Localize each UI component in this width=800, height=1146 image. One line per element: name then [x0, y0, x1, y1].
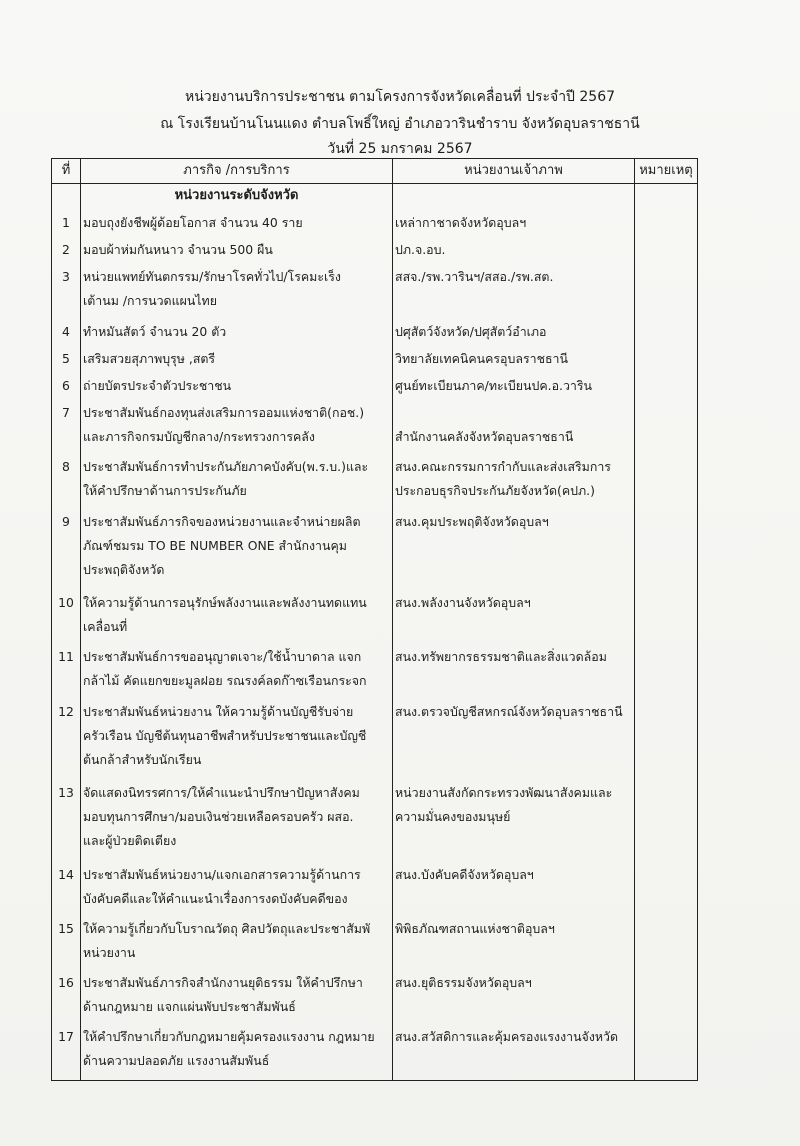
row-host — [393, 510, 635, 591]
table-header-row — [52, 159, 698, 184]
row-task — [81, 455, 393, 509]
row-host — [393, 971, 635, 1025]
host-line: ปศุสัตว์จังหวัด/ปศุสัตว์อำเภอ — [395, 323, 547, 339]
row-number: 14 — [52, 863, 81, 917]
task-line: เคลื่อนที่ — [83, 619, 128, 635]
host-line: สนง.พลังงานจังหวัดอุบลฯ — [395, 595, 531, 611]
host-line — [395, 669, 632, 693]
task-line: มอบถุงยังชีพผู้ด้อยโอกาส จำนวน 40 ราย — [83, 215, 303, 231]
task-line: ประชาสัมพันธ์การขออนุญาตเจาะ/ใช้น้ำบาดาล แจก — [83, 649, 362, 665]
service-table — [51, 158, 698, 1081]
host-line: วิทยาลัยเทคนิคนครอุบลราชธานี — [395, 350, 568, 366]
host-line — [395, 615, 632, 639]
row-host — [393, 863, 635, 917]
row-number: 2 — [52, 238, 81, 265]
row-task — [81, 917, 393, 971]
task-line: บังคับคดีและให้คำแนะนำเรื่องการงดบังคับคดีของ — [83, 890, 348, 906]
row-host — [393, 238, 635, 265]
row-task — [81, 211, 393, 238]
host-line: สนง.บังคับคดีจังหวัดอุบลฯ — [395, 866, 534, 882]
row-task — [81, 863, 393, 917]
section-title: หน่วยงานระดับจังหวัด — [81, 184, 393, 212]
host-line: สนง.ตรวจบัญชีสหกรณ์จังหวัดอุบลราชธานี — [395, 703, 623, 719]
row-note — [635, 320, 698, 347]
task-line: ถ่ายบัตรประจำตัวประชาชน — [83, 378, 232, 394]
row-host — [393, 401, 635, 455]
task-line: ให้ความรู้เกี่ยวกับโบราณวัตถุ ศิลปวัตถุและประชาสัมพั — [83, 920, 371, 936]
row-host — [393, 455, 635, 509]
row-note — [635, 238, 698, 265]
host-line: สำนักงานคลังจังหวัดอุบลราชธานี — [395, 429, 574, 445]
task-line: ประชาสัมพันธ์การทำประกันภัยภาคบังคับ(พ.ร.บ.)และ — [83, 459, 369, 475]
row-task — [81, 1025, 393, 1079]
task-line: จัดแสดงนิทรรศการ/ให้คำแนะนำปรึกษาปัญหาสังคม — [83, 785, 360, 801]
table-row — [52, 1025, 698, 1079]
host-line — [395, 558, 632, 582]
row-host — [393, 320, 635, 347]
row-note — [635, 455, 698, 509]
table-row — [52, 347, 698, 374]
row-number: 4 — [52, 320, 81, 347]
row-note — [635, 971, 698, 1025]
host-line: สนง.สวัสดิการและคุ้มครองแรงงานจังหวัด — [395, 1029, 619, 1045]
task-line: และภารกิจกรมบัญชีกลาง/กระทรวงการคลัง — [83, 429, 315, 445]
row-task — [81, 591, 393, 645]
header-task: ภารกิจ /การบริการ — [81, 159, 393, 184]
task-line: และผู้ป่วยติดเตียง — [83, 833, 177, 849]
host-line — [395, 289, 632, 313]
row-note — [635, 265, 698, 319]
host-line — [395, 829, 632, 853]
host-line: หน่วยงานสังกัดกระทรวงพัฒนาสังคมและ — [395, 785, 613, 801]
host-line — [395, 941, 632, 965]
host-line: เหล่ากาชาดจังหวัดอุบลฯ — [395, 215, 527, 231]
task-line: ประพฤติจังหวัด — [83, 561, 165, 577]
host-line — [395, 887, 632, 911]
row-number: 13 — [52, 781, 81, 862]
row-host — [393, 917, 635, 971]
row-number: 10 — [52, 591, 81, 645]
row-host — [393, 211, 635, 238]
table-row — [52, 374, 698, 401]
table-filler-row — [52, 1080, 698, 1081]
row-number: 15 — [52, 917, 81, 971]
task-line: ภัณฑ์ชมรม TO BE NUMBER ONE สำนักงานคุม — [83, 537, 347, 553]
table-row — [52, 455, 698, 509]
row-task — [81, 320, 393, 347]
task-line: มอบผ้าห่มกันหนาว จำนวน 500 ผืน — [83, 242, 273, 258]
table-row — [52, 211, 698, 238]
row-host — [393, 265, 635, 319]
row-number: 12 — [52, 700, 81, 781]
task-line: กล้าไม้ คัดแยกขยะมูลฝอย รณรงค์ลดก๊าซเรือนกระจก — [83, 673, 367, 689]
section-row — [52, 184, 698, 212]
row-note — [635, 863, 698, 917]
row-task — [81, 374, 393, 401]
row-host — [393, 347, 635, 374]
row-note — [635, 645, 698, 699]
row-number: 11 — [52, 645, 81, 699]
host-line: สสจ./รพ.วารินฯ/สสอ./รพ.สต. — [395, 269, 554, 285]
row-host — [393, 700, 635, 781]
row-number: 7 — [52, 401, 81, 455]
table-row — [52, 700, 698, 781]
row-task — [81, 645, 393, 699]
table-row — [52, 863, 698, 917]
row-note — [635, 510, 698, 591]
row-task — [81, 781, 393, 862]
task-line: ให้คำปรึกษาเกี่ยวกับกฎหมายคุ้มครองแรงงาน กฎหมาย — [83, 1029, 375, 1045]
host-line: พิพิธภัณฑสถานแห่งชาติอุบลฯ — [395, 920, 555, 936]
host-line: สนง.ยุติธรรมจังหวัดอุบลฯ — [395, 975, 532, 991]
header-host: หน่วยงานเจ้าภาพ — [393, 159, 635, 184]
row-task — [81, 510, 393, 591]
table-row — [52, 917, 698, 971]
row-note — [635, 401, 698, 455]
row-note — [635, 781, 698, 862]
row-number: 5 — [52, 347, 81, 374]
task-line: ครัวเรือน บัญชีต้นทุนอาชีพสำหรับประชาชนและบัญชี — [83, 727, 367, 743]
row-number: 16 — [52, 971, 81, 1025]
document-title: หน่วยงานบริการประชาชน ตามโครงการจังหวัดเคลื่อนที่ ประจำปี 2567 — [184, 89, 616, 105]
host-line — [395, 1049, 632, 1073]
task-line: ด้านกฎหมาย แจกแผ่นพับประชาสัมพันธ์ — [83, 999, 296, 1015]
row-task — [81, 700, 393, 781]
host-line: สนง.คณะกรรมการกำกับและส่งเสริมการ — [395, 459, 611, 475]
row-number: 3 — [52, 265, 81, 319]
task-line: หน่วยแพทย์ทันตกรรม/รักษาโรคทั่วไป/โรคมะเร็ง — [83, 269, 341, 285]
header-note: หมายเหตุ — [635, 159, 698, 184]
document-location: ณ โรงเรียนบ้านโนนแดง ตำบลโพธิ์ใหญ่ อำเภอวารินชำราบ จังหวัดอุบลราชธานี — [160, 116, 640, 132]
task-line: ทำหมันสัตว์ จำนวน 20 ตัว — [83, 323, 227, 339]
task-line: ให้ความรู้ด้านการอนุรักษ์พลังงานและพลังงานทดแทน — [83, 595, 367, 611]
host-line — [395, 401, 632, 425]
host-line — [395, 534, 632, 558]
table-row — [52, 971, 698, 1025]
row-note — [635, 700, 698, 781]
row-task — [81, 238, 393, 265]
row-number: 17 — [52, 1025, 81, 1079]
task-line: ประชาสัมพันธ์หน่วยงาน/แจกเอกสารความรู้ด้านการ — [83, 866, 361, 882]
document-date: วันที่ 25 มกราคม 2567 — [327, 141, 473, 157]
task-line: ประชาสัมพันธ์กองทุนส่งเสริมการออมแห่งชาติ(กอช.) — [83, 405, 365, 421]
host-line: ประกอบธุรกิจประกันภัยจังหวัด(คปภ.) — [395, 483, 595, 499]
table-row — [52, 401, 698, 455]
row-number: 8 — [52, 455, 81, 509]
table-row — [52, 645, 698, 699]
table-row — [52, 265, 698, 319]
task-line: ประชาสัมพันธ์หน่วยงาน ให้ความรู้ด้านบัญชีรับจ่าย — [83, 703, 354, 719]
task-line: มอบทุนการศึกษา/มอบเงินช่วยเหลือครอบครัว ผสอ. — [83, 809, 354, 825]
table-row — [52, 320, 698, 347]
task-line: ให้คำปรึกษาด้านการประกันภัย — [83, 483, 247, 499]
host-line — [395, 724, 632, 748]
row-note — [635, 917, 698, 971]
task-line: ด้านความปลอดภัย แรงงานสัมพันธ์ — [83, 1053, 270, 1069]
table-row — [52, 238, 698, 265]
row-note — [635, 374, 698, 401]
task-line: ต้นกล้าสำหรับนักเรียน — [83, 751, 202, 767]
row-host — [393, 781, 635, 862]
task-line: เสริมสวยสุภาพบุรุษ ,สตรี — [83, 350, 216, 366]
task-line: ประชาสัมพันธ์ภารกิจของหน่วยงานและจำหน่ายผลิต — [83, 513, 361, 529]
row-task — [81, 401, 393, 455]
host-line: ศูนย์ทะเบียนภาค/ทะเบียนปค.อ.วาริน — [395, 378, 593, 394]
row-task — [81, 265, 393, 319]
row-host — [393, 1025, 635, 1079]
table-row — [52, 510, 698, 591]
host-line: สนง.ทรัพยากรธรรมชาติและสิ่งแวดล้อม — [395, 649, 607, 665]
row-note — [635, 1025, 698, 1079]
task-line: หน่วยงาน — [83, 944, 136, 960]
table-row — [52, 781, 698, 862]
row-note — [635, 211, 698, 238]
host-line: สนง.คุมประพฤติจังหวัดอุบลฯ — [395, 513, 549, 529]
task-line: เต้านม /การนวดแผนไทย — [83, 293, 217, 309]
row-task — [81, 347, 393, 374]
row-task — [81, 971, 393, 1025]
row-host — [393, 645, 635, 699]
host-line: ปภ.จ.อบ. — [395, 242, 446, 258]
row-host — [393, 591, 635, 645]
header-no: ที่ — [52, 159, 81, 184]
host-line: ความมั่นคงของมนุษย์ — [395, 809, 511, 825]
host-line — [395, 995, 632, 1019]
row-note — [635, 347, 698, 374]
table-row — [52, 591, 698, 645]
row-number: 9 — [52, 510, 81, 591]
host-line — [395, 748, 632, 772]
row-note — [635, 591, 698, 645]
task-line: ประชาสัมพันธ์ภารกิจสำนักงานยุติธรรม ให้คำปรึกษา — [83, 975, 363, 991]
row-host — [393, 374, 635, 401]
row-number: 1 — [52, 211, 81, 238]
row-number: 6 — [52, 374, 81, 401]
